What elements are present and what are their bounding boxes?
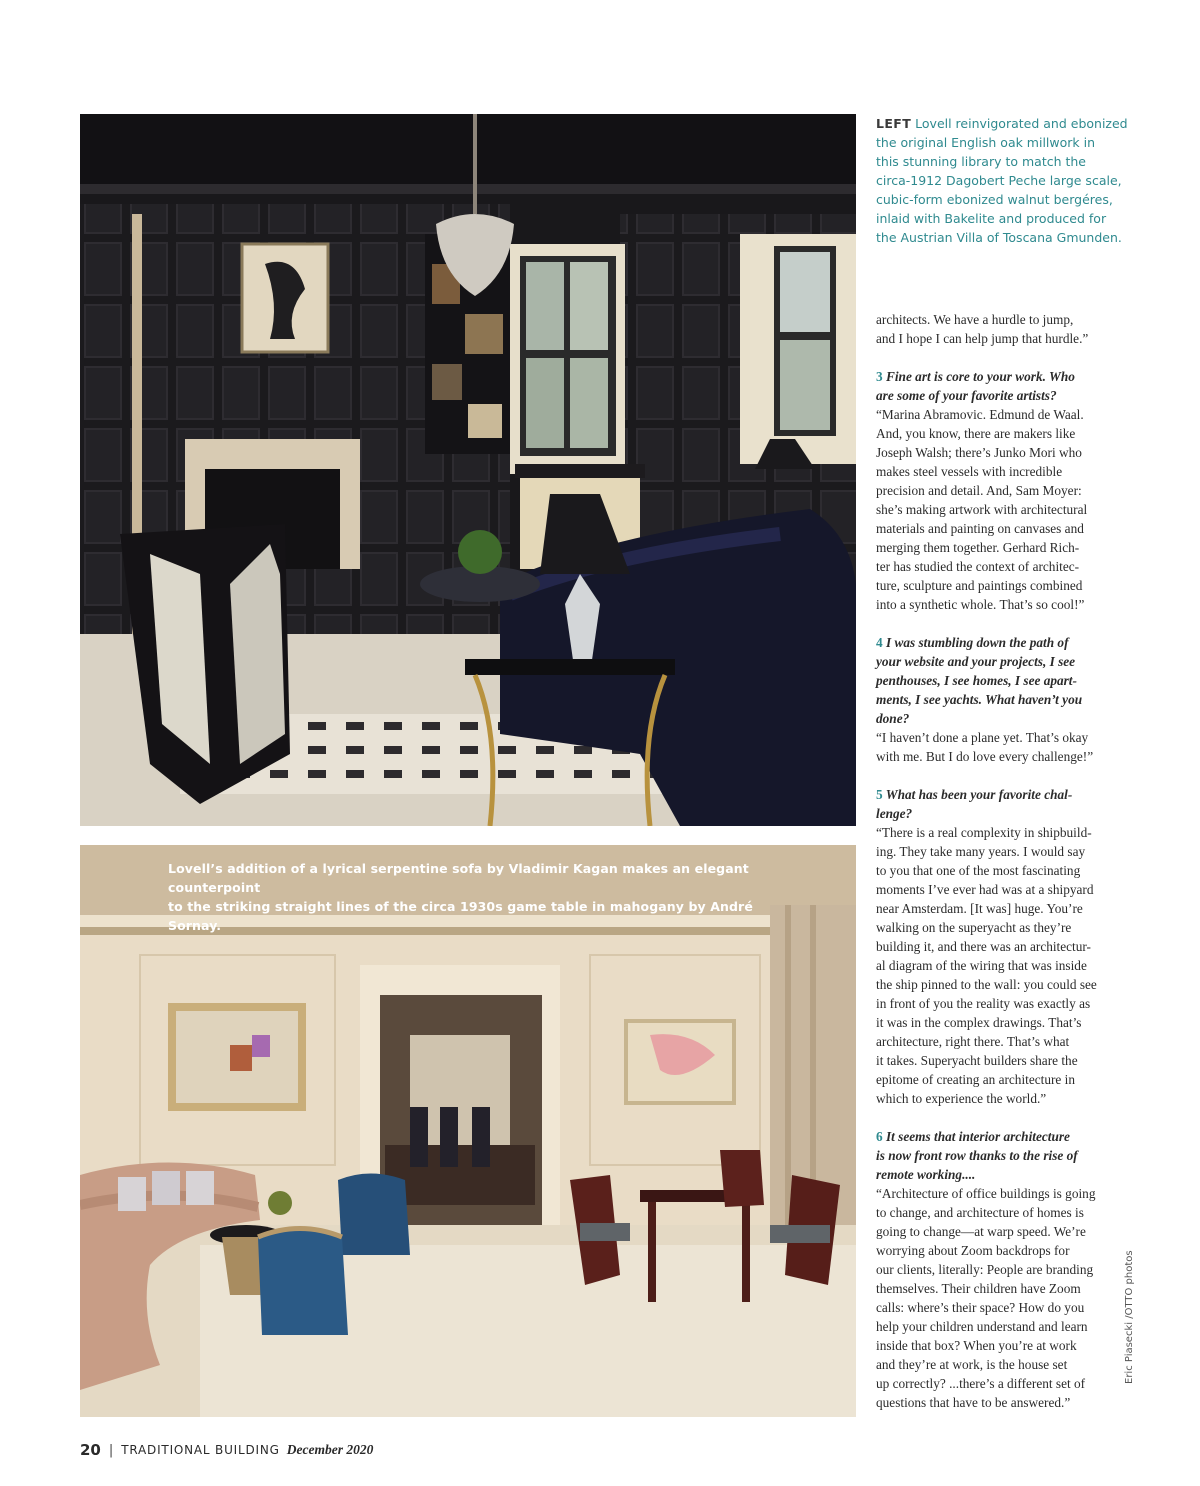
question-number: 6 (876, 1129, 883, 1144)
side-caption (876, 114, 1128, 247)
photo-credit-text: Eric Piasecki /OTTO photos (1124, 1250, 1135, 1384)
answer-line: worrying about Zoom backdrops for (876, 1243, 1070, 1258)
answer-line: inside that box? When you’re at work (876, 1338, 1077, 1353)
answer-line: architecture, right there. That’s what (876, 1034, 1070, 1049)
question-line: remote working.... (876, 1167, 976, 1182)
answer-line: “Marina Abramovic. Edmund de Waal. (876, 407, 1084, 422)
question-5: 5 What has been your favorite chal- (876, 787, 1073, 802)
question-line: is now front row thanks to the rise of (876, 1148, 1078, 1163)
answer-line: which to experience the world.” (876, 1091, 1047, 1106)
answer-line: materials and painting on canvases and (876, 521, 1084, 536)
library-photo (80, 114, 856, 826)
answer-line: al diagram of the wiring that was inside (876, 958, 1087, 973)
answer-line: building it, and there was an architectur- (876, 939, 1091, 954)
answer-line: ture, sculpture and paintings combined (876, 578, 1083, 593)
answer-line: “I haven’t done a plane yet. That’s okay (876, 730, 1089, 745)
publication-name: TRADITIONAL BUILDING (121, 1443, 280, 1457)
answer-line: it was in the complex drawings. That’s (876, 1015, 1082, 1030)
question-line: ments, I see yachts. What haven’t you (876, 692, 1083, 707)
answer-line: And, you know, there are makers like (876, 426, 1076, 441)
page-footer (80, 1440, 373, 1460)
answer-line: themselves. Their children have Zoom (876, 1281, 1081, 1296)
photo-caption (168, 859, 808, 935)
question-line: your website and your projects, I see (876, 654, 1076, 669)
question-3: 3 Fine art is core to your work. Who (876, 369, 1075, 384)
side-caption-line: the Austrian Villa of Toscana Gmunden. (876, 230, 1122, 245)
answer-line: precision and detail. And, Sam Moyer: (876, 483, 1082, 498)
photo-caption-line: Lovell’s addition of a lyrical serpentine sofa by Vladimir Kagan makes an elegant counterpoint (168, 861, 749, 895)
question-number: 4 (876, 635, 883, 650)
answer-line: and they’re at work, is the house set (876, 1357, 1068, 1372)
side-caption-line: Lovell reinvigorated and ebonized (915, 116, 1128, 131)
answer-line: moments I’ve ever had was at a shipyard (876, 882, 1094, 897)
answer-line: into a synthetic whole. That’s so cool!” (876, 597, 1085, 612)
answer-line: to change, and architecture of homes is (876, 1205, 1084, 1220)
answer-line: epitome of creating an architecture in (876, 1072, 1075, 1087)
article-body (876, 310, 1122, 1412)
answer-line: to you that one of the most fascinating (876, 863, 1081, 878)
answer-line: questions that have to be answered.” (876, 1395, 1071, 1410)
photo-caption-line: to the striking straight lines of the circa 1930s game table in mahogany by André Sornay. (168, 899, 753, 933)
answer-line: ing. They take many years. I would say (876, 844, 1086, 859)
answer-line: “There is a real complexity in shipbuild- (876, 825, 1092, 840)
side-caption-line: cubic-form ebonized walnut bergéres, (876, 192, 1113, 207)
article-line: architects. We have a hurdle to jump, (876, 312, 1074, 327)
question-line: penthouses, I see homes, I see apart- (876, 673, 1077, 688)
answer-line: up correctly? ...there’s a different set of (876, 1376, 1086, 1391)
issue-date: December 2020 (286, 1442, 374, 1457)
library-illustration (80, 114, 856, 826)
answer-line: walking on the superyacht as they’re (876, 920, 1072, 935)
footer-separator: | (108, 1442, 114, 1458)
answer-line: “Architecture of office buildings is going (876, 1186, 1096, 1201)
question-line: are some of your favorite artists? (876, 388, 1057, 403)
question-line: done? (876, 711, 910, 726)
answer-line: it takes. Superyacht builders share the (876, 1053, 1078, 1068)
answer-line: merging them together. Gerhard Rich- (876, 540, 1080, 555)
page-number: 20 (80, 1441, 101, 1459)
answer-line: calls: where’s their space? How do you (876, 1300, 1085, 1315)
answer-line: help your children understand and learn (876, 1319, 1088, 1334)
side-caption-line: this stunning library to match the (876, 154, 1086, 169)
question-number: 5 (876, 787, 883, 802)
answer-line: with me. But I do love every challenge!” (876, 749, 1094, 764)
answer-line: the ship pinned to the wall: you could see (876, 977, 1097, 992)
answer-line: Joseph Walsh; there’s Junko Mori who (876, 445, 1082, 460)
question-number: 3 (876, 369, 883, 384)
answer-line: going to change—at warp speed. We’re (876, 1224, 1086, 1239)
answer-line: ter has studied the context of architec- (876, 559, 1080, 574)
answer-line: she’s making artwork with architectural (876, 502, 1088, 517)
living-room-photo (80, 845, 856, 1417)
question-4: 4 I was stumbling down the path of (876, 635, 1069, 650)
caption-tag: LEFT (876, 116, 912, 131)
side-caption-line: inlaid with Bakelite and produced for (876, 211, 1107, 226)
side-caption-line: the original English oak millwork in (876, 135, 1096, 150)
answer-line: near Amsterdam. [It was] huge. You’re (876, 901, 1083, 916)
answer-line: in front of you the reality was exactly as (876, 996, 1091, 1011)
answer-line: our clients, literally: People are branding (876, 1262, 1094, 1277)
question-6: 6 It seems that interior architecture (876, 1129, 1070, 1144)
side-caption-line: circa-1912 Dagobert Peche large scale, (876, 173, 1122, 188)
article-line: and I hope I can help jump that hurdle.” (876, 331, 1089, 346)
answer-line: makes steel vessels with incredible (876, 464, 1063, 479)
question-line: lenge? (876, 806, 913, 821)
